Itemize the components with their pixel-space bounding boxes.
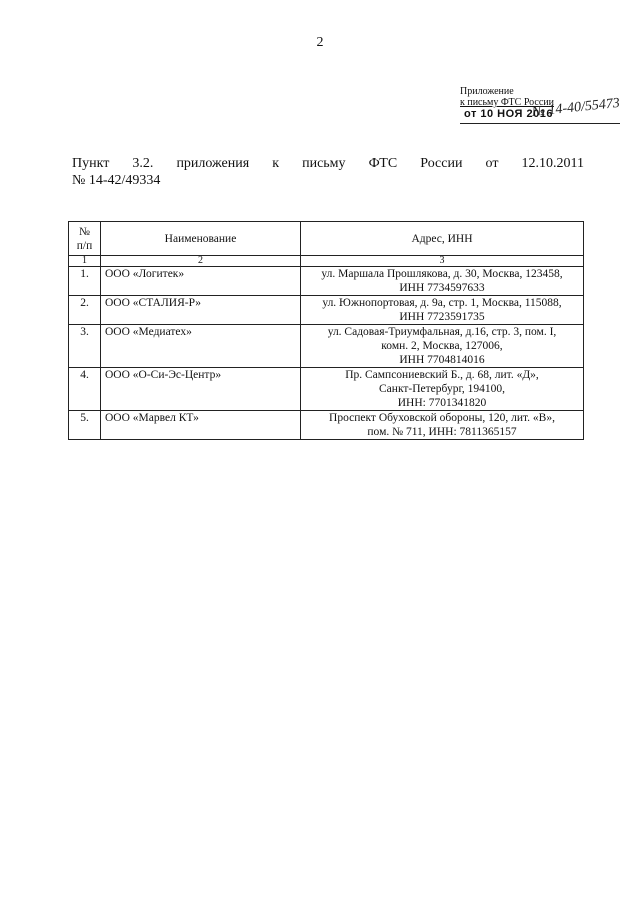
table-row [69, 296, 584, 325]
header-address: Адрес, ИНН [301, 222, 584, 256]
heading-word: письму [302, 156, 346, 171]
org-address [301, 325, 584, 368]
address-line: ул. Маршала Прошлякова, д. 30, Москва, 123458, [321, 268, 563, 280]
row-number: 3. [69, 325, 101, 368]
column-index: 2 [101, 256, 301, 267]
address-line: ИНН 7723591735 [399, 311, 485, 323]
table-row [69, 368, 584, 411]
address-line: Санкт-Петербург, 194100, [379, 383, 505, 395]
org-address [301, 411, 584, 440]
address-line: ул. Садовая-Триумфальная, д.16, стр. 3, пом. I, [327, 326, 557, 338]
appendix-stamp [460, 86, 621, 125]
address-line: ИНН 7734597633 [399, 282, 485, 294]
address-line: комн. 2, Москва, 127006, [381, 340, 503, 352]
appendix-reference: к письму ФТС России [460, 97, 554, 108]
row-number: 1. [69, 267, 101, 296]
address-line: пом. № 711, ИНН: 7811365157 [367, 426, 517, 438]
heading-word: 12.10.2011 [521, 156, 584, 171]
org-name: ООО «Логитек» [101, 267, 301, 296]
document-heading [72, 155, 584, 189]
heading-line-2: № 14-42/49334 [72, 173, 161, 188]
registration-date: от 10 НОЯ 2016 [464, 108, 553, 120]
heading-word: от [485, 156, 499, 171]
table-row [69, 325, 584, 368]
page-number: 2 [316, 35, 324, 50]
appendix-label: Приложение [460, 86, 514, 97]
org-name: ООО «Медиатех» [101, 325, 301, 368]
address-line: Проспект Обуховской обороны, 120, лит. «В», [329, 412, 555, 424]
registration-number-handwritten: № 14-40/55473 [531, 95, 621, 120]
heading-word: приложения [176, 156, 250, 171]
org-address [301, 296, 584, 325]
heading-word: 3.2. [132, 156, 154, 171]
address-line: Пр. Сампсониевский Б., д. 68, лит. «Д», [345, 369, 539, 381]
org-address [301, 267, 584, 296]
address-line: ИНН 7704814016 [399, 354, 485, 366]
heading-line-1 [72, 155, 584, 172]
org-name: ООО «Марвел КТ» [101, 411, 301, 440]
org-name: ООО «СТАЛИЯ-Р» [101, 296, 301, 325]
column-index: 1 [69, 256, 101, 267]
org-address [301, 368, 584, 411]
column-index-row [69, 256, 584, 267]
table-row [69, 267, 584, 296]
header-name: Наименование [101, 222, 301, 256]
address-line: ул. Южнопортовая, д. 9а, стр. 1, Москва, 115088, [322, 297, 562, 309]
heading-word: ФТС [368, 156, 398, 171]
row-number: 2. [69, 296, 101, 325]
organizations-table [68, 221, 584, 440]
column-index: 3 [301, 256, 584, 267]
row-number: 5. [69, 411, 101, 440]
row-number: 4. [69, 368, 101, 411]
header-number: № п/п [69, 222, 101, 256]
org-name: ООО «О-Си-Эс-Центр» [101, 368, 301, 411]
table-header-row [69, 222, 584, 256]
registration-underline [460, 123, 620, 124]
heading-word: к [272, 156, 280, 171]
address-line: ИНН: 7701341820 [397, 397, 487, 409]
heading-word: Пункт [72, 156, 110, 171]
table-row [69, 411, 584, 440]
heading-word: России [420, 156, 463, 171]
